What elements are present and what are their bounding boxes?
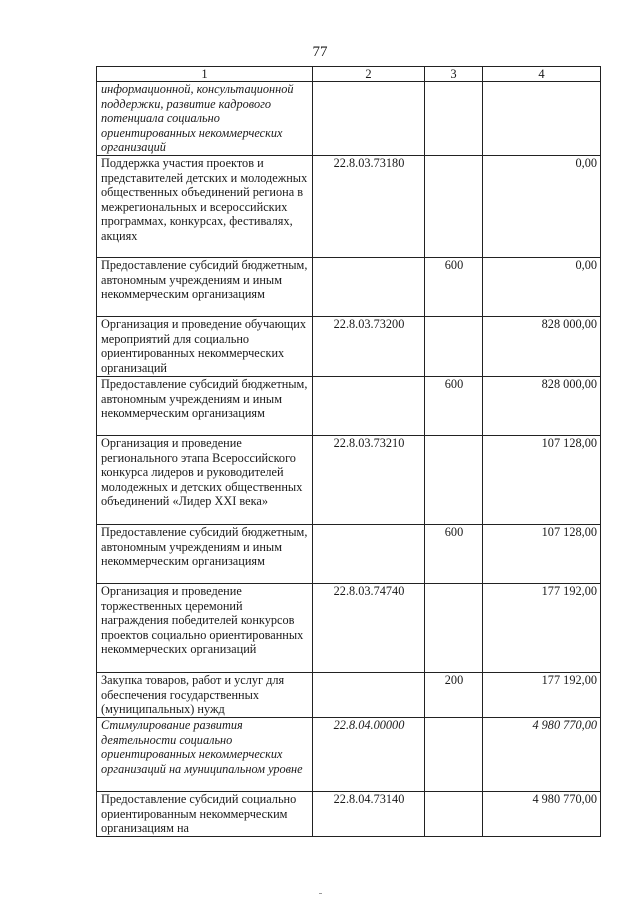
table-row bbox=[97, 524, 601, 583]
row-group bbox=[425, 791, 483, 836]
row-name: Предоставление субсидий бюджетным, автономным учреждениям и иным некоммерческим организациям bbox=[97, 524, 313, 583]
row-group bbox=[425, 583, 483, 672]
row-sum: 0,00 bbox=[483, 155, 601, 257]
row-group bbox=[425, 717, 483, 791]
row-name: Организация и проведение обучающих мероприятий для социально ориентированных некоммерческих организаций bbox=[97, 316, 313, 376]
row-sum: 4 980 770,00 bbox=[483, 717, 601, 791]
page-number: 77 bbox=[312, 44, 328, 60]
row-sum: 177 192,00 bbox=[483, 583, 601, 672]
row-name: информационной, консультационной поддержки, развитие кадрового потенциала социально ориентированных некоммерческих организаций bbox=[97, 82, 313, 156]
row-group bbox=[425, 316, 483, 376]
row-name: Поддержка участия проектов и представителей детских и молодежных общественных объединений региона в межрегиональных и всероссийских программах, конкурсах, фестивалях, акциях bbox=[97, 155, 313, 257]
table-row bbox=[97, 583, 601, 672]
table-row bbox=[97, 257, 601, 316]
row-group bbox=[425, 435, 483, 524]
row-group bbox=[425, 82, 483, 156]
row-code bbox=[313, 82, 425, 156]
table-row bbox=[97, 316, 601, 376]
table-row bbox=[97, 717, 601, 791]
row-code: 22.8.03.73210 bbox=[313, 435, 425, 524]
row-name: Организация и проведение торжественных церемоний награждения победителей конкурсов проектов социально ориентированных некоммерческих организаций bbox=[97, 583, 313, 672]
row-group: 600 bbox=[425, 257, 483, 316]
row-sum: 828 000,00 bbox=[483, 316, 601, 376]
table-row bbox=[97, 672, 601, 717]
budget-table bbox=[96, 66, 601, 837]
row-code bbox=[313, 672, 425, 717]
row-code: 22.8.04.00000 bbox=[313, 717, 425, 791]
table-row bbox=[97, 155, 601, 257]
header-col-2: 2 bbox=[313, 67, 425, 82]
row-name: Стимулирование развития деятельности социально ориентированных некоммерческих организаций на муниципальном уровне bbox=[97, 717, 313, 791]
row-name: Предоставление субсидий бюджетным, автономным учреждениям и иным некоммерческим организациям bbox=[97, 257, 313, 316]
row-group: 600 bbox=[425, 524, 483, 583]
row-name: Организация и проведение регионального этапа Всероссийского конкурса лидеров и руководителей молодежных и детских общественных объединений «Лидер XXI века» bbox=[97, 435, 313, 524]
row-code bbox=[313, 257, 425, 316]
row-code: 22.8.03.73200 bbox=[313, 316, 425, 376]
table-row bbox=[97, 435, 601, 524]
header-col-4: 4 bbox=[483, 67, 601, 82]
header-col-1: 1 bbox=[97, 67, 313, 82]
row-code bbox=[313, 524, 425, 583]
row-group: 200 bbox=[425, 672, 483, 717]
row-code: 22.8.03.74740 bbox=[313, 583, 425, 672]
row-sum: 0,00 bbox=[483, 257, 601, 316]
table-row bbox=[97, 376, 601, 435]
table-row bbox=[97, 82, 601, 156]
row-sum: 4 980 770,00 bbox=[483, 791, 601, 836]
row-name: Предоставление субсидий бюджетным, автономным учреждениям и иным некоммерческим организациям bbox=[97, 376, 313, 435]
row-code: 22.8.03.73180 bbox=[313, 155, 425, 257]
scan-mark bbox=[319, 893, 322, 894]
row-group: 600 bbox=[425, 376, 483, 435]
row-name: Предоставление субсидий социально ориентированным некоммерческим организациям на bbox=[97, 791, 313, 836]
row-sum: 177 192,00 bbox=[483, 672, 601, 717]
row-sum: 828 000,00 bbox=[483, 376, 601, 435]
row-name: Закупка товаров, работ и услуг для обеспечения государственных (муниципальных) нужд bbox=[97, 672, 313, 717]
row-code: 22.8.04.73140 bbox=[313, 791, 425, 836]
row-code bbox=[313, 376, 425, 435]
table-row bbox=[97, 791, 601, 836]
row-sum bbox=[483, 82, 601, 156]
row-group bbox=[425, 155, 483, 257]
table-header-row bbox=[97, 67, 601, 82]
row-sum: 107 128,00 bbox=[483, 435, 601, 524]
row-sum: 107 128,00 bbox=[483, 524, 601, 583]
header-col-3: 3 bbox=[425, 67, 483, 82]
